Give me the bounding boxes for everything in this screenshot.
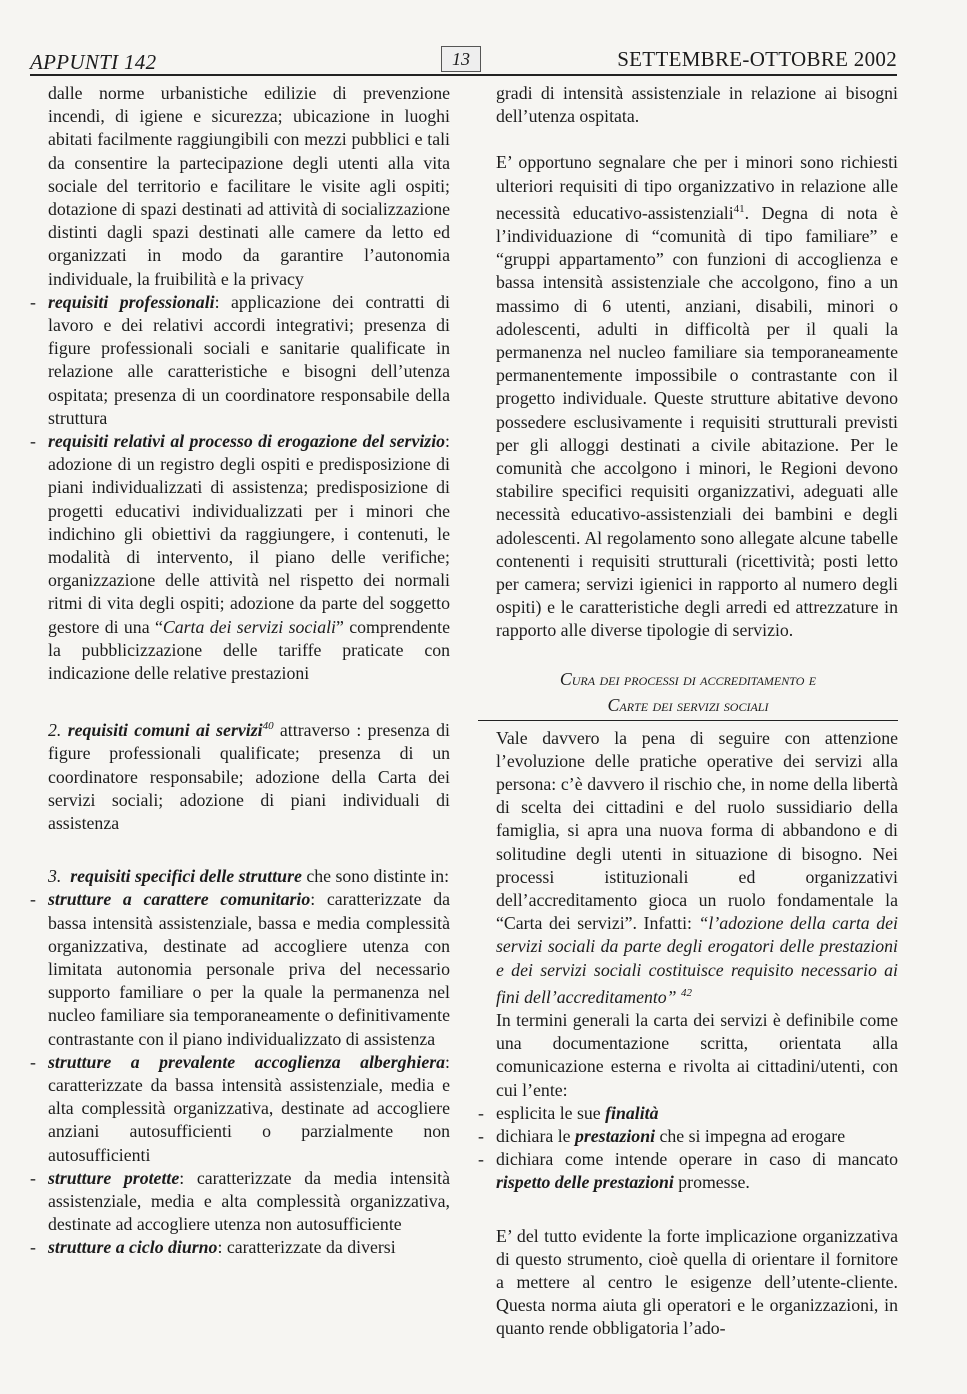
paragraph-continuation: gradi di intensità assistenziale in relazione ai bisogni dell’utenza ospitata. [496,83,898,127]
item-label: requisiti professionali [48,291,215,312]
quote: “l’adozione della carta dei servizi sociali da parte degli erogatori delle prestazioni e dei servizi sociali costituisce requisito necessario ai fini dell’accreditamento” [496,913,898,1007]
list-item-rispetto: - dichiara come intende operare in caso di mancato rispetto delle prestazioni promesse. [478,1149,898,1193]
item-text: : caratterizzate da bassa intensità assistenziale, media e alta complessità organizzativa, destinate ad accogliere anziani autosufficienti o parzialmente non autosufficienti [48,1051,450,1165]
text-run: . Degna di nota è l’individuazione di “comunità di tipo familiare” e “gruppi appartamento” con funzioni di accoglienza e bassa intensità assistenziale che accolgono, fino a un massimo di 6 utenti, anziani, disabili, minori o adolescenti, adulti in difficoltà per il quali la permanenza nel nucleo familiare sia temporaneamente permanentemente impossibile o contrastante con il progetto individuale. Queste strutture abitative devono possedere esclusivamente i requisiti strutturali previsti per gli alloggi destinati a civile abitazione. Per le comunità che accolgono i minori, le Regioni devono stabilire specifici requisiti organizzativi, adeguati alle necessità educativo-assistenziali dei bambini e degli adolescenti. Al regolamento sono allegate alcune tabelle contenenti i requisiti strutturali (ricettività; posti letto per camera; servizi igienici in rapporto al numero degli ospiti) e le caratteristiche degli arredi ed attrezzature in rapporto alle diverse tipologie di servizio. [496,202,898,641]
item-label: strutture a prevalente accoglienza alberghiera [48,1051,446,1072]
list-item-finalita: - esplicita le sue finalità [478,1102,659,1123]
list-item-comunitario: - strutture a carattere comunitario: caratterizzate da bassa intensità assistenziale, bassa e media complessità organizzativa, destinate ad accogliere utenza con limitata autonomia personale priva del necessario supporto familiare o per la quale la permanenza nel nucleo familiare sia temporaneamente o definitivamente contrastante con il piano individualizzato di assistenza [30,889,450,1049]
item-text: : caratterizzate da diversi [217,1237,396,1258]
left-column [30,82,450,1260]
text-run: esplicita le sue [496,1102,606,1123]
list-item-professionali: - requisiti professionali: applicazione dei contratti di lavoro e dei relativi accordi integrativi; presenza di figure professionali sociali e sanitarie qualificate in relazione alle caratteristiche e bisogni dell’utenza ospitata; presenza di un coordinatore responsabile della struttura [30,291,450,428]
item-label: requisiti relativi al processo di erogazione del servizio [48,431,446,452]
header-rule [30,74,897,76]
emphasis: prestazioni [574,1125,656,1146]
point-label: requisiti specifici delle strutture [70,866,302,887]
footnote-ref: 40 [262,720,274,733]
text-run: E’ opportuno segnalare che per i minori sono richiesti ulteriori requisiti di tipo organizzativo in relazione alle necessità educativo-assistenziali [496,152,898,223]
paragraph-minori [478,151,898,642]
text-run: che si impegna ad erogare [655,1125,846,1146]
point-number: 3. [48,866,62,887]
list-item-processo: - requisiti relativi al processo di erogazione del servizio: adozione di un registro degli ospiti e predisposizione di piani individualizzati di assistenza; predisposizione di progetti educativi individualizzati per i minori che indichino gli obiettivi da raggiungere, i contenuti, le modalità di intervento, il piano delle verifiche; organizzazione delle attività nel rispetto dei normali ritmi di vita degli ospiti; adozione da parte del soggetto gestore di una “Carta dei servizi sociali” comprendente la pubblicizzazione delle tariffe praticate con indicazione delle relative prestazioni [30,431,450,684]
item-text: : caratterizzate da bassa intensità assistenziale, bassa e media complessità organizzativa, destinate ad accogliere utenza con limitata autonomia personale priva del necessario supporto familiare o per la quale la permanenza nel nucleo familiare sia temporaneamente o definitivamente contrastante con il piano individualizzato di assistenza [48,889,450,1049]
point-2 [30,715,450,835]
item-text: ” comprendente la pubblicizzazione delle tariffe praticate con indicazione delle relative prestazioni [48,616,450,684]
text-run: promesse. [673,1172,750,1193]
footnote-ref: 41 [733,202,745,215]
item-label: strutture protette [48,1167,180,1188]
footnote-ref: 42 [681,986,693,999]
item-text: : applicazione dei contratti di lavoro e dei relativi accordi integrativi; presenza di figure professionali sociali e sanitarie qualificate in relazione alle caratteristiche e bisogni dell’utenza ospitata; presenza di un coordinatore responsabile della struttura [48,291,450,428]
item-text: : caratterizzate da media intensità assistenziale, media e alta complessità organizzativa, destinate ad accogliere utenza non autosufficiente [48,1167,450,1235]
page-header [0,0,967,80]
item-italic: Carta dei servizi sociali [162,616,337,637]
point-number: 2. [48,720,62,741]
list-item-protette: - strutture protette: caratterizzate da media intensità assistenziale, media e alta complessità organizzativa, destinate ad accogliere utenza non autosufficiente [30,1167,450,1235]
text-run: dichiara come intende operare in caso di mancato [496,1149,898,1170]
text-run: Vale davvero la pena di seguire con attenzione l’evoluzione delle pratiche operative dei servizi alla persona: c’è davvero il rischio che, in nome della libertà di scelta dei cittadini e del ruolo sussidiario della famiglia, si apra una nuova forma di abbandono e di solitudine degli utenti in situazione di bisogno. Nei processi istituzionali ed organizzativi dell’accreditamento gioca un ruolo fondamentale la “Carta dei servizi”. Infatti: [496,727,898,934]
section-title-line-1: Cura dei processi di accreditamento e [559,668,817,689]
paragraph-termini: In termini generali la carta dei servizi è definibile come una documentazione scritta, orientata alla comunicazione esterna e rivolta ai cittadini/utenti, con cui l’ente: [496,1009,898,1100]
page-number: 13 [441,46,481,72]
journal-title: APPUNTI 142 [30,50,157,74]
paragraph-intro: dalle norme urbanistiche edilizie di prevenzione incendi, di igiene e sicurezza; ubicazione in luoghi abitati facilmente raggiungibili con mezzi pubblici e tali da consentire la partecipazione degli utenti alla vita sociale del territorio e facilitare le visite agli ospiti; dotazione di spazi destinati ad attività di socializzazione distinti dagli spazi destinati alle camere da letto ed organizzati in modo da garantire l’autonomia individuale, la fruibilità e la privacy [48,83,450,289]
section-rule [478,720,898,721]
list-item-prestazioni: - dichiara le prestazioni che si impegna ad erogare [478,1125,846,1146]
paragraph-final: E’ del tutto evidente la forte implicazione organizzativa di questo strumento, cioè quella di orientare il fornitore a mettere al centro le esigenze dell’utente-cliente. Questa norma aiuta gli operatori e le organizzazioni, in quanto rende obbligatoria l’ado- [496,1225,898,1339]
point-label: requisiti comuni ai servizi [67,720,263,741]
point-3 [30,865,450,888]
item-text: : adozione di un registro degli ospiti e predisposizione di piani individualizzati di assistenza; predisposizione di progetti educativi individualizzati per i minori che indichino gli obiettivi da raggiungere, i contenuti, le modalità di intervento, il piano delle verifiche; organizzazione delle attività nel rispetto dei normali ritmi di vita degli ospiti; adozione da parte del soggetto gestore di una “ [48,431,450,637]
list-item-alberghiera: - strutture a prevalente accoglienza alberghiera: caratterizzate da bassa intensità assistenziale, media e alta complessità organizzativa, destinate ad accogliere anziani autosufficienti o parzialmente non autosufficienti [30,1051,450,1165]
paragraph-vale [478,727,898,1009]
item-label: strutture a carattere comunitario [48,889,311,910]
list-item-diurno: - strutture a ciclo diurno: caratterizzate da diversi [30,1237,396,1258]
issue-date: SETTEMBRE-OTTOBRE 2002 [617,47,897,71]
emphasis: rispetto delle prestazioni [496,1172,674,1193]
text-run: dichiara le [496,1125,575,1146]
item-label: strutture a ciclo diurno [48,1237,218,1258]
emphasis: finalità [605,1102,659,1123]
point-text: che sono distinte in: [301,866,450,887]
right-column [478,82,898,1341]
point-text: attraverso : presenza di figure professionali qualificate; presenza di un coordinatore responsabile; adozione della Carta dei servizi sociali; adozione di piani individuali di assistenza [48,720,450,834]
section-title-line-2: Carte dei servizi sociali [607,694,769,715]
